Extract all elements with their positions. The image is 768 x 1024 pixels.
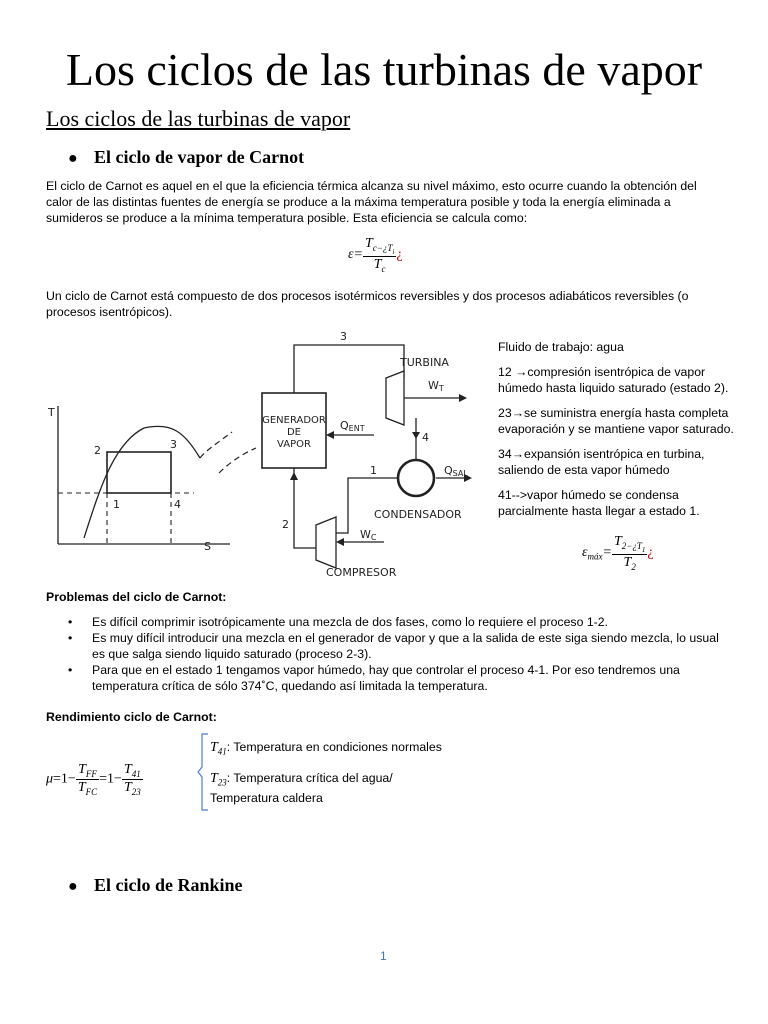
note-41: 41-->vapor húmedo se condensa parcialmente hasta llegar a estado 1. [498,488,700,518]
state-1-label: 1 [370,464,377,477]
carnot-rectangle [107,452,171,493]
bullet-icon: ● [68,878,78,895]
compressor-shape [316,517,336,568]
arrow-down-icon [412,432,420,439]
wt-label: WT [428,379,444,393]
heading-rankine: ● El ciclo de Rankine [68,875,243,895]
section-subtitle: Los ciclos de las turbinas de vapor [46,106,351,131]
generator-label-2: DE [286,427,302,438]
plant-schematic [262,330,472,579]
saturation-dome [84,426,200,538]
wc-label: WC [360,528,377,542]
page-title: Los ciclos de las turbinas de vapor [65,44,703,95]
generator-label-3: VAPOR [277,439,311,450]
state-4-label: 4 [422,431,429,444]
carnot-composition: Un ciclo de Carnot está compuesto de dos procesos isotérmicos reversibles y dos procesos adiabáticos reversibles (o procesos isentrópicos). [46,289,689,319]
arrow-icon: → [511,447,524,461]
problems-heading: Problemas del ciclo de Carnot: [46,590,227,604]
carnot-intro: El ciclo de Carnot es aquel en el que la eficiencia térmica alcanza su nivel máximo, esto ocurre cuando la obtención del calor de las distintas fuentes de energía se produce a la máxima temperatura posible y toda la energía eliminada a sumideros se produce a la mínima temperatura posible. Esta eficiencia se calcula como: [46,179,697,225]
arrow-icon: → [515,365,528,379]
ts-diagram [47,406,256,553]
rendimiento-heading: Rendimiento ciclo de Carnot: [46,710,217,724]
formula-efficiency: ε= $\frac{T_{c-¿T_i}}{T_c}$ ¿ [348,236,403,274]
ts-point-3: 3 [170,438,177,451]
page-number: 1 [380,949,387,963]
isobar-dashed-1 [200,432,232,458]
bullet-icon: ● [68,150,78,167]
arrow-icon: → [511,406,524,420]
qent-label: QENT [340,419,365,433]
pipe-1 [348,478,398,512]
arrow-wt-icon [459,394,467,402]
isobar-dashed-2 [219,448,256,473]
axis-t-label: T [48,406,55,419]
side-notes [498,339,748,519]
note-12: 12 →compresión isentrópica de vapor húmedo hasta liquido saturado (estado 2). [498,365,729,395]
state-3-label: 3 [340,330,347,343]
axis-s-label: S [204,540,211,553]
turbine-shape [386,371,404,425]
generator-label-1: GENERADOR [262,415,326,426]
compressor-label: COMPRESOR [326,566,397,579]
turbine-label: TURBINA [400,356,449,369]
ts-point-4: 4 [174,498,181,511]
problems-list [46,614,726,694]
qsal-label: QSAL [444,464,468,478]
arrow-up-icon [290,472,298,480]
state-2-label: 2 [282,518,289,531]
heading-carnot: ● El ciclo de vapor de Carnot [68,147,305,167]
condenser-shape [398,460,434,496]
arrow-wc-icon [336,538,344,546]
note-34: 34→expansión isentrópica en turbina, saliendo de esta vapor húmedo [498,447,705,477]
note-fluid: Fluido de trabajo: agua [498,340,624,354]
formula-max-efficiency: $\varepsilon_{máx}=$ $\frac{T_{2-¿T_1}}{T_2}$ ¿ [582,534,654,572]
carnot-cycle-diagram [44,328,480,584]
brace-icon [196,733,210,811]
legend-t41: $T_{41}$: Temperatura en condiciones normales [210,740,442,757]
list-item: • Es difícil comprimir isotrópicamente una mezcla de dos fases, como lo requiere el proceso 1-2. [46,614,726,630]
legend-t23: $T_{23}$: Temperatura crítica del agua/ Temperatura caldera [210,771,393,806]
formula-rendimiento: μ=1− $\frac{T_{FF}}{T_{FC}}$ =1− $\frac{T_{41}}{T_{23}}$ [46,762,141,797]
list-item: • Es muy difícil introducir una mezcla en el generador de vapor y que a la salida de este siga siendo mezcla, lo usual es que salga siendo liquido saturado (proceso 2-3). [46,630,726,662]
list-item: • Para que en el estado 1 tengamos vapor húmedo, hay que controlar el proceso 4-1. Por eso tendremos una temperatura crítica de sólo 374˚C, quedando así limitada la temperatura. [46,662,726,694]
condenser-label: CONDENSADOR [374,508,462,521]
note-23: 23→se suministra energía hasta completa evaporación y se mantiene vapor saturado. [498,406,734,436]
ts-point-1: 1 [113,498,120,511]
ts-point-2: 2 [94,444,101,457]
compressor-inlet [336,512,348,533]
arrow-qent-icon [326,431,334,439]
